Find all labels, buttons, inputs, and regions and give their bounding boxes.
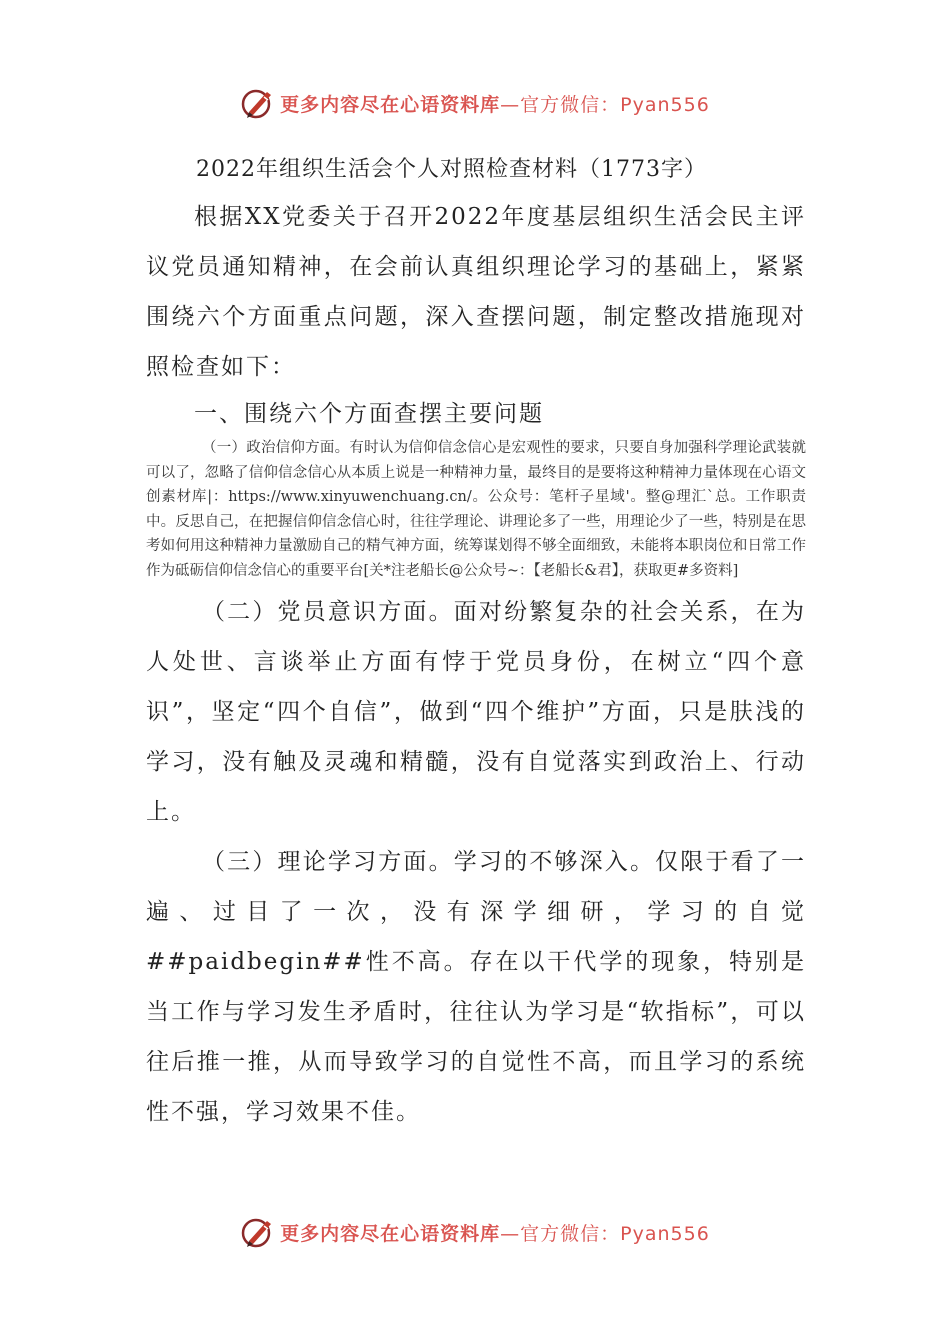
- section-heading: 一、围绕六个方面查摆主要问题: [194, 401, 544, 427]
- watermark-sub-text: —官方微信：Pyan556: [500, 93, 710, 116]
- watermark-text: [280, 90, 710, 117]
- document-body: [146, 150, 806, 1137]
- intro-paragraph: 根据XX党委关于召开2022年度基层组织生活会民主评议党员通知精神，在会前认真组织理论学习的基础上，紧紧围绕六个方面重点问题，深入查摆问题，制定整改措施现对照检查如下：: [146, 204, 806, 380]
- paragraph-political-belief: （一）政治信仰方面。有时认为信仰信念信心是宏观性的要求，只要自身加强科学理论武装就可以了，忽略了信仰信念信心从本质上说是一种精神力量，最终目的是要将这种精神力量体现在心语文创素材库|：https://www.xinyuwenchuang.cn/。公众号：笔杆子星域'。整@理汇`总。工作职责中。反思自己，在把握信仰信念信心时，往往学理论、讲理论多了一些，用理论少了一些，特别是在思考如何用这种精神力量激励自己的精气神方面，统筹谋划得不够全面细致，未能将本职岗位和日常工作作为砥砺信仰信念信心的重要平台[关*注老船长@公众号~：【老船长&君】，获取更#多资料]: [146, 440, 806, 579]
- watermark-main-text: 更多内容尽在心语资料库: [280, 93, 501, 116]
- paragraph-party-awareness: （二）党员意识方面。面对纷繁复杂的社会关系，在为人处世、言谈举止方面有悖于党员身份，在树立“四个意识”，坚定“四个自信”，做到“四个维护”方面，只是肤浅的学习，没有触及灵魂和精髓，没有自觉落实到政治上、行动上。: [146, 599, 806, 825]
- watermark-banner-top: [0, 78, 950, 128]
- watermark-main-text: 更多内容尽在心语资料库: [280, 1222, 501, 1245]
- document-title: 2022年组织生活会个人对照检查材料（1773字）: [196, 157, 707, 182]
- watermark-sub-text: —官方微信：Pyan556: [500, 1222, 710, 1245]
- watermark-banner-bottom: [0, 1207, 950, 1257]
- pen-logo-icon: [240, 85, 276, 121]
- pen-logo-icon: [240, 1214, 276, 1250]
- paragraph-theory-study: （三）理论学习方面。学习的不够深入。仅限于看了一遍、过目了一次，没有深学细研，学习的自觉##paidbegin##性不高。存在以干代学的现象，特别是当工作与学习发生矛盾时，往往认为学习是“软指标”，可以往后推一推，从而导致学习的自觉性不高，而且学习的系统性不强，学习效果不佳。: [146, 849, 806, 1125]
- watermark-text: [280, 1219, 710, 1246]
